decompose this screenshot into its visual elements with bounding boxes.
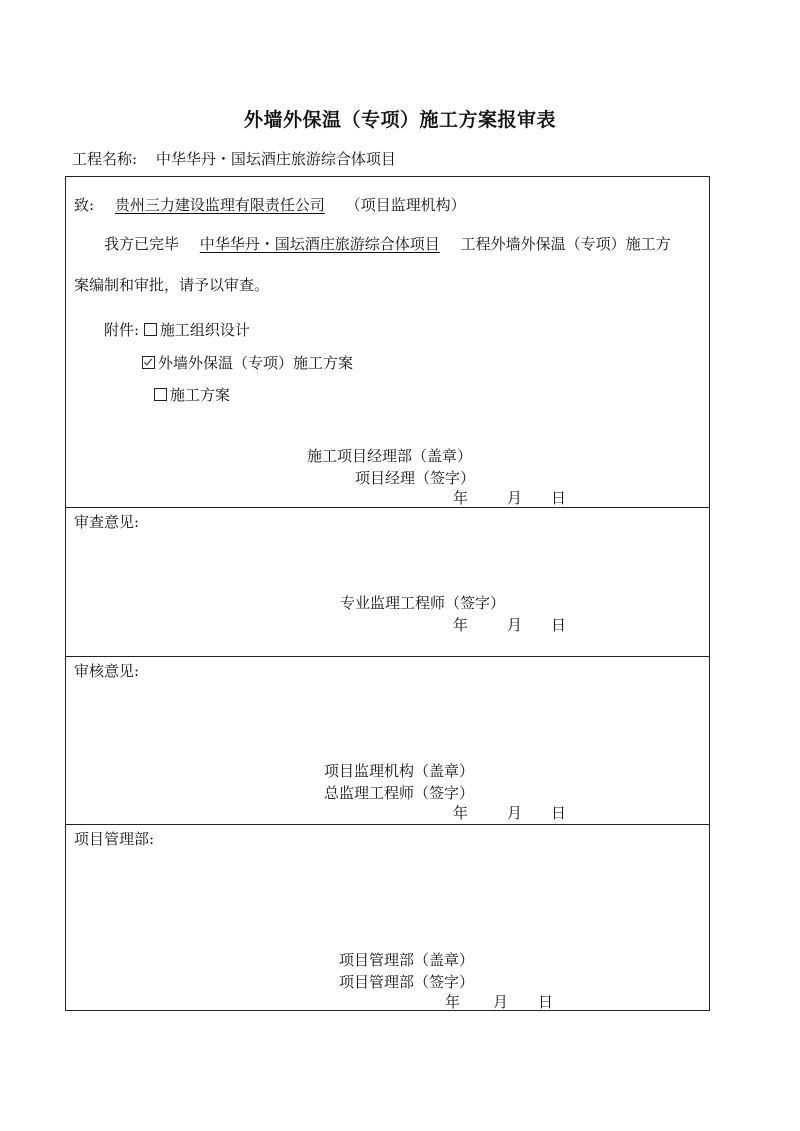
attachment-label: 施工组织设计: [159, 321, 250, 339]
approval-form-table: [65, 176, 710, 1011]
attachment-label: 施工方案: [170, 386, 231, 404]
date-day: 日: [538, 993, 554, 1011]
attachment-label: 外墙外保温（专项）施工方案: [158, 354, 354, 372]
date-month: 月: [493, 993, 509, 1011]
form-title: 外墙外保温（专项）施工方案报审表: [243, 109, 556, 131]
attachment-row-1: [104, 319, 250, 340]
attachment-checkbox-construction-plan[interactable]: [154, 388, 167, 401]
date-day: 日: [551, 804, 567, 822]
to-prefix: 致:: [74, 196, 95, 214]
management-stamp-line: 项目管理部（盖章）: [339, 951, 475, 969]
date-year: 年: [445, 993, 461, 1011]
review-date: [453, 614, 566, 635]
management-section: [66, 825, 709, 1011]
body-line-1: [104, 233, 671, 254]
body-project-name: 中华华丹・国坛酒庄旅游综合体项目: [199, 235, 440, 253]
management-sign-line: 项目管理部（签字）: [339, 973, 475, 991]
project-name-value: 中华华丹・国坛酒庄旅游综合体项目: [155, 150, 396, 168]
attachment-checkbox-insulation-plan[interactable]: [142, 356, 155, 369]
contractor-stamp-line: 施工项目经理部（盖章）: [307, 447, 473, 465]
review-section: [66, 508, 709, 657]
date-month: 月: [507, 804, 523, 822]
recipient-name: 贵州三力建设监理有限责任公司: [114, 196, 325, 214]
recipient-suffix: （项目监理机构）: [345, 196, 466, 214]
submission-section: [66, 177, 709, 508]
audit-date: [453, 802, 566, 823]
review-label: 审查意见:: [74, 513, 140, 531]
body-line-2: 案编制和审批，请予以审查。: [74, 276, 270, 294]
body-prefix: 我方已完毕: [104, 235, 180, 253]
supervisor-engineer-sign-line: 专业监理工程师（签字）: [340, 594, 506, 612]
project-manager-sign-line: 项目经理（签字）: [355, 469, 476, 487]
attachments-label: 附件:: [104, 321, 140, 339]
date-year: 年: [453, 489, 469, 507]
date-month: 月: [507, 616, 523, 634]
date-year: 年: [453, 804, 469, 822]
date-day: 日: [551, 616, 567, 634]
chief-supervisor-sign-line: 总监理工程师（签字）: [324, 784, 475, 802]
date-year: 年: [453, 616, 469, 634]
recipient-line: [74, 194, 466, 215]
project-name-line: [72, 148, 396, 169]
attachment-row-3: [154, 384, 230, 405]
attachment-row-2: [142, 352, 353, 373]
submission-date: [453, 487, 566, 508]
management-date: [445, 991, 553, 1012]
attachment-checkbox-construction-design[interactable]: [144, 323, 157, 336]
body-suffix: 工程外墙外保温（专项）施工方: [460, 235, 671, 253]
supervision-org-stamp-line: 项目监理机构（盖章）: [324, 762, 475, 780]
audit-section: [66, 657, 709, 825]
date-month: 月: [507, 489, 523, 507]
date-day: 日: [551, 489, 567, 507]
management-label: 项目管理部:: [74, 830, 155, 848]
project-name-label: 工程名称:: [72, 150, 138, 168]
audit-label: 审核意见:: [74, 662, 140, 680]
